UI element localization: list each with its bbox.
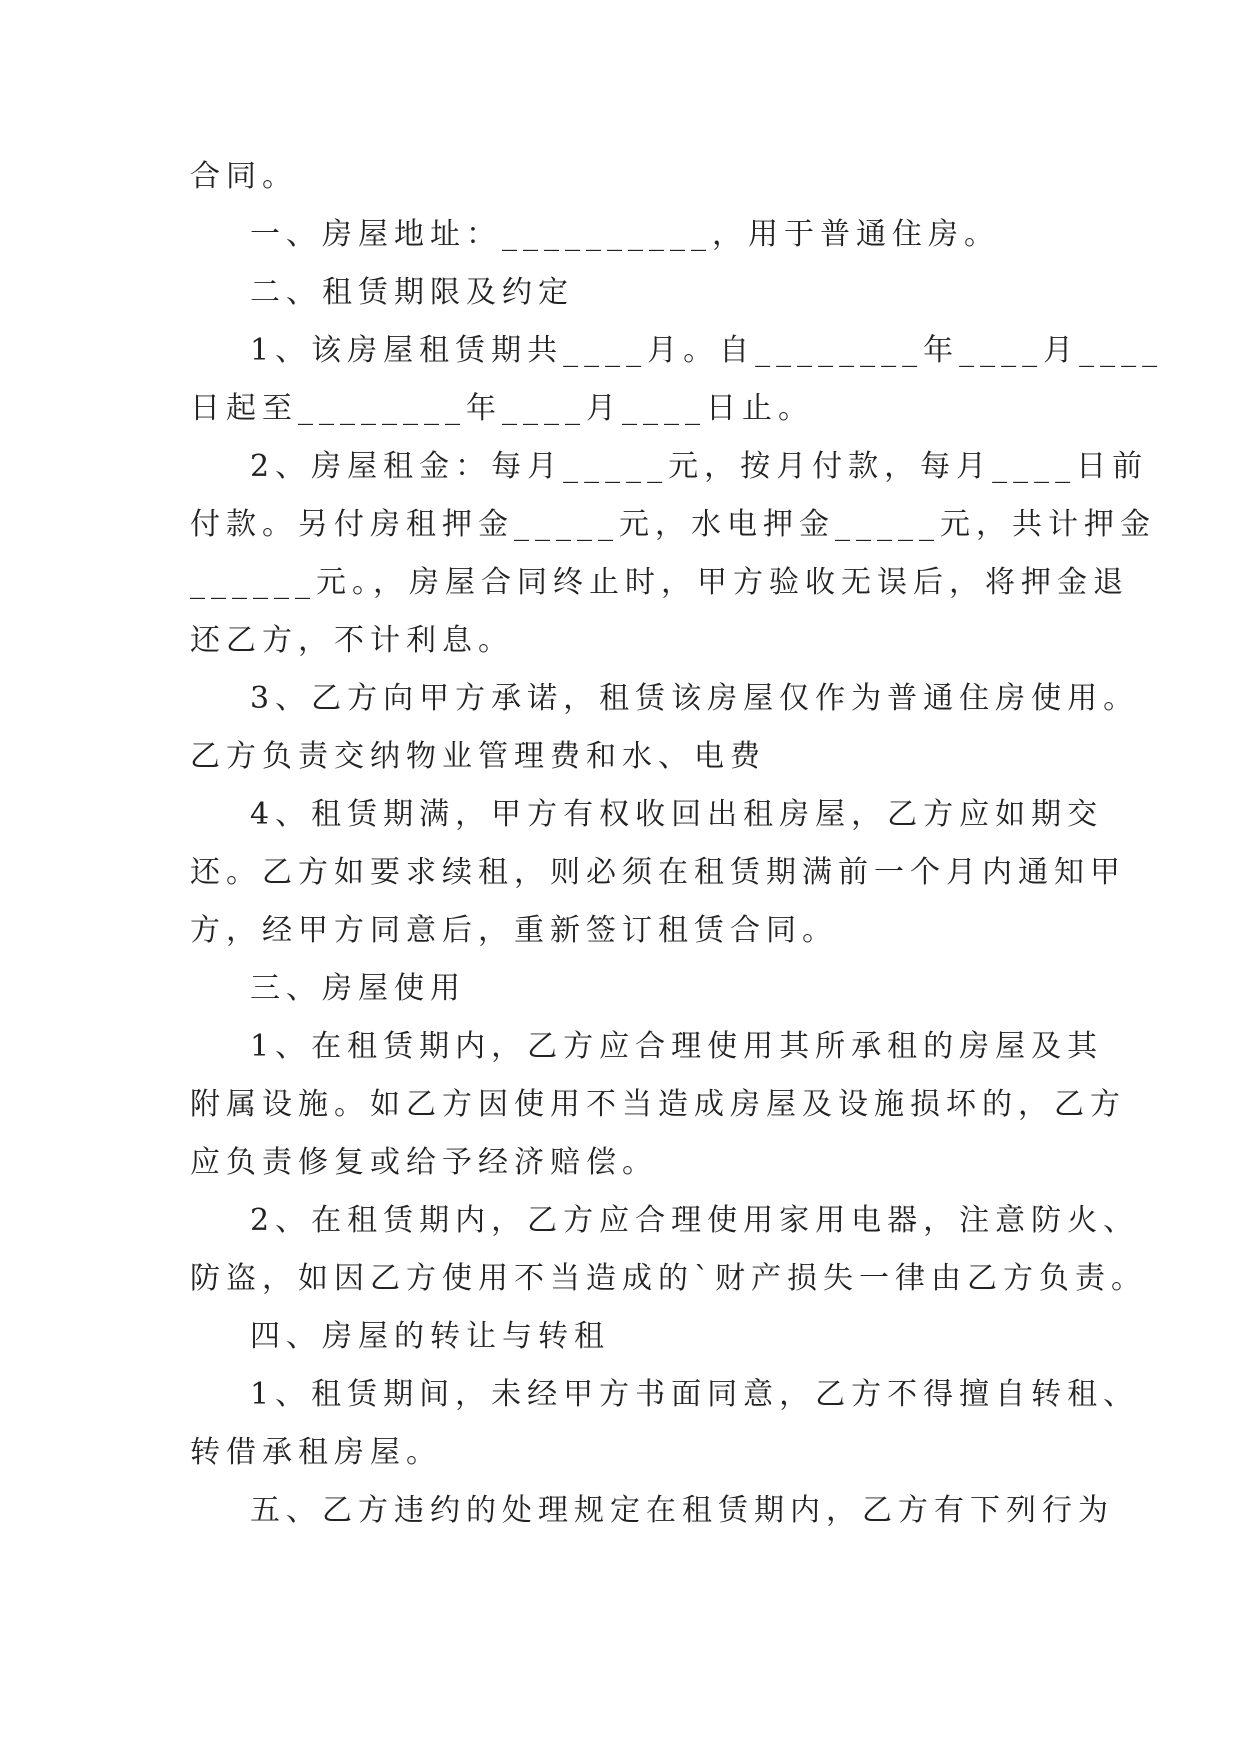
section-heading: 二、租赁期限及约定 [250,275,574,310]
text-line: 合同。 [190,159,298,194]
text-line: 乙方负责交纳物业管理费和水、电费 [190,739,766,774]
text-line: 1、租赁期间，未经甲方书面同意，乙方不得擅自转租、 [250,1377,1140,1412]
text-line: 附属设施。如乙方因使用不当造成房屋及设施损坏的，乙方 [190,1087,1126,1122]
text-line: 防盗，如因乙方使用不当造成的`财产损失一律由乙方负责。 [190,1261,1147,1296]
text-line: 方，经甲方同意后，重新签订租赁合同。 [190,913,838,948]
text-line: 应负责修复或给予经济赔偿。 [190,1145,658,1180]
text-line: 2、房屋租金：每月_____元，按月付款，每月____日前 [250,449,1149,484]
text-line: 1、该房屋租赁期共____月。自________年____月____ [250,333,1164,368]
text-line: 还。乙方如要求续租，则必须在租赁期满前一个月内通知甲 [190,855,1126,890]
section-heading: 四、房屋的转让与转租 [250,1319,610,1354]
section-heading: 五、乙方违约的处理规定在租赁期内，乙方有下列行为 [250,1493,1114,1528]
text-line: 3、乙方向甲方承诺，租赁该房屋仅作为普通住房使用。 [250,681,1140,716]
contract-text [190,148,1164,1540]
text-line: 一、房屋地址：__________，用于普通住房。 [250,217,1000,252]
text-line: 日起至________年____月____日止。 [190,391,814,426]
text-line: 1、在租赁期内，乙方应合理使用其所承租的房屋及其 [250,1029,1104,1064]
text-line: ______元。，房屋合同终止时，甲方验收无误后，将押金退 [190,565,1129,600]
text-line: 还乙方，不计利息。 [190,623,514,658]
text-line: 4、租赁期满，甲方有权收回出租房屋，乙方应如期交 [250,797,1104,832]
text-line: 付款。另付房租押金_____元，水电押金_____元，共计押金 [190,507,1156,542]
text-line: 2、在租赁期内，乙方应合理使用家用电器，注意防火、 [250,1203,1140,1238]
text-line: 转借承租房屋。 [190,1435,442,1470]
section-heading: 三、房屋使用 [250,971,466,1006]
